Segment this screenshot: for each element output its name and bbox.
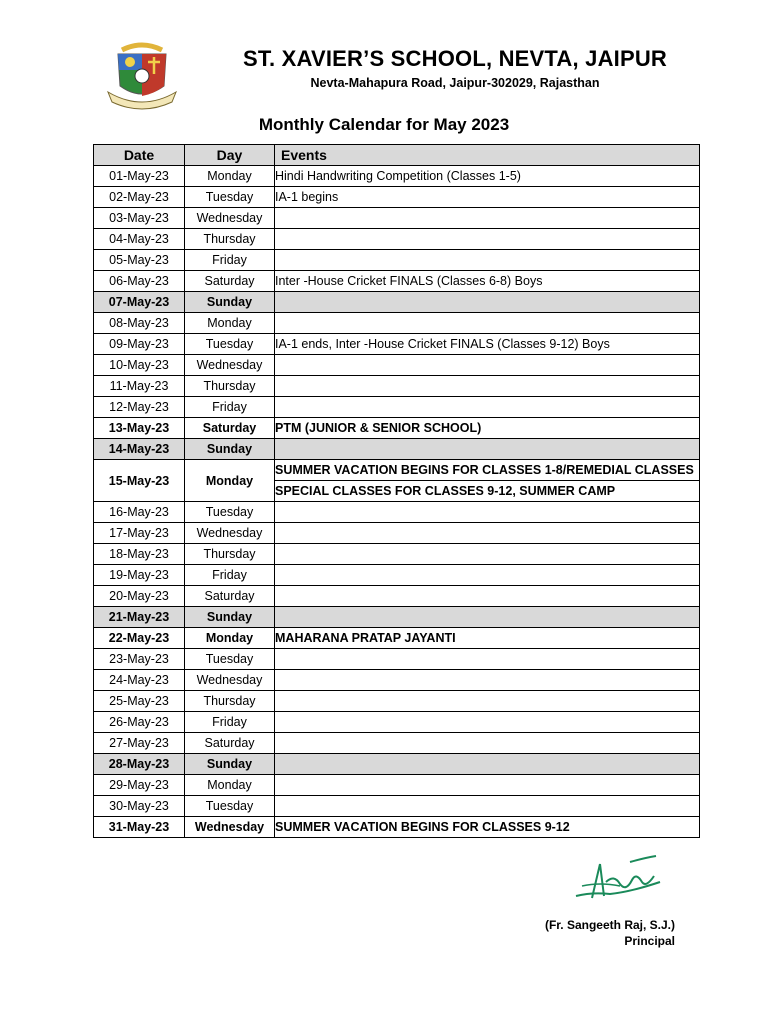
date-cell: 29-May-23 [94,775,185,796]
date-cell: 15-May-23 [94,460,185,502]
table-row [94,565,700,586]
day-cell: Monday [185,628,275,649]
column-header-day: Day [185,145,275,166]
event-cell [275,523,700,544]
event-cell [275,313,700,334]
table-row-sunday [94,754,700,775]
school-address: Nevta-Mahapura Road, Jaipur-302029, Rajasthan [310,76,600,90]
date-cell: 14-May-23 [94,439,185,460]
date-cell: 18-May-23 [94,544,185,565]
date-cell: 23-May-23 [94,649,185,670]
date-cell: 24-May-23 [94,670,185,691]
table-row [94,376,700,397]
table-row [94,313,700,334]
date-cell: 16-May-23 [94,502,185,523]
day-cell: Sunday [185,292,275,313]
handwritten-signature-icon [570,852,666,906]
event-cell [275,733,700,754]
date-cell: 11-May-23 [94,376,185,397]
date-cell: 02-May-23 [94,187,185,208]
table-row [94,208,700,229]
table-row-sunday [94,439,700,460]
table-row [94,733,700,754]
event-cell [275,775,700,796]
event-cell [275,397,700,418]
event-cell [275,208,700,229]
day-cell: Monday [185,166,275,187]
date-cell: 20-May-23 [94,586,185,607]
event-cell: IA-1 begins [275,187,700,208]
event-cell: SUMMER VACATION BEGINS FOR CLASSES 1-8/REMEDIAL CLASSES [275,460,700,481]
event-cell: SUMMER VACATION BEGINS FOR CLASSES 9-12 [275,817,700,838]
date-cell: 10-May-23 [94,355,185,376]
date-cell: 05-May-23 [94,250,185,271]
school-name: ST. XAVIER’S SCHOOL, NEVTA, JAIPUR [242,46,668,71]
date-cell: 13-May-23 [94,418,185,439]
date-cell: 12-May-23 [94,397,185,418]
date-cell: 22-May-23 [94,628,185,649]
table-row [94,796,700,817]
event-cell: MAHARANA PRATAP JAYANTI [275,628,700,649]
day-cell: Sunday [185,607,275,628]
day-cell: Wednesday [185,817,275,838]
day-cell: Saturday [185,586,275,607]
day-cell: Tuesday [185,187,275,208]
table-row [94,670,700,691]
event-cell [275,250,700,271]
event-cell [275,712,700,733]
table-row [94,271,700,292]
date-cell: 27-May-23 [94,733,185,754]
date-cell: 06-May-23 [94,271,185,292]
table-row [94,712,700,733]
table-row [94,817,700,838]
table-row [94,250,700,271]
table-row [94,397,700,418]
day-cell: Saturday [185,733,275,754]
day-cell: Wednesday [185,523,275,544]
day-cell: Friday [185,397,275,418]
event-cell [275,670,700,691]
date-cell: 26-May-23 [94,712,185,733]
day-cell: Wednesday [185,208,275,229]
day-cell: Tuesday [185,649,275,670]
date-cell: 09-May-23 [94,334,185,355]
column-header-events: Events [275,145,700,166]
event-cell [275,292,700,313]
event-cell [275,502,700,523]
event-cell [275,376,700,397]
event-cell [275,754,700,775]
table-row [94,649,700,670]
date-cell: 17-May-23 [94,523,185,544]
day-cell: Friday [185,712,275,733]
day-cell: Tuesday [185,796,275,817]
date-cell: 30-May-23 [94,796,185,817]
date-cell: 04-May-23 [94,229,185,250]
table-row-sunday [94,292,700,313]
day-cell: Sunday [185,439,275,460]
event-cell: IA-1 ends, Inter -House Cricket FINALS (Classes 9-12) Boys [275,334,700,355]
event-cell [275,439,700,460]
table-row [94,166,700,187]
day-cell: Tuesday [185,502,275,523]
table-row [94,418,700,439]
calendar-title: Monthly Calendar for May 2023 [258,115,510,134]
table-row [94,502,700,523]
event-cell: SPECIAL CLASSES FOR CLASSES 9-12, SUMMER CAMP [275,481,700,502]
event-cell [275,355,700,376]
date-cell: 08-May-23 [94,313,185,334]
table-row [94,586,700,607]
day-cell: Saturday [185,271,275,292]
table-row [94,334,700,355]
event-cell [275,229,700,250]
event-cell [275,649,700,670]
day-cell: Monday [185,460,275,502]
date-cell: 28-May-23 [94,754,185,775]
table-row [94,691,700,712]
day-cell: Saturday [185,418,275,439]
day-cell: Wednesday [185,355,275,376]
table-row [94,229,700,250]
event-cell: Inter -House Cricket FINALS (Classes 6-8) Boys [275,271,700,292]
event-cell [275,691,700,712]
table-row [94,460,700,481]
day-cell: Tuesday [185,334,275,355]
date-cell: 25-May-23 [94,691,185,712]
event-cell: Hindi Handwriting Competition (Classes 1-5) [275,166,700,187]
event-cell [275,586,700,607]
table-row [94,544,700,565]
day-cell: Thursday [185,691,275,712]
table-row [94,523,700,544]
table-row [94,775,700,796]
date-cell: 31-May-23 [94,817,185,838]
date-cell: 01-May-23 [94,166,185,187]
date-cell: 19-May-23 [94,565,185,586]
event-cell [275,544,700,565]
day-cell: Wednesday [185,670,275,691]
event-cell [275,796,700,817]
day-cell: Friday [185,565,275,586]
date-cell: 07-May-23 [94,292,185,313]
day-cell: Monday [185,313,275,334]
table-row-sunday [94,607,700,628]
day-cell: Monday [185,775,275,796]
day-cell: Thursday [185,544,275,565]
date-cell: 21-May-23 [94,607,185,628]
column-header-date: Date [94,145,185,166]
table-header-row [94,145,700,166]
event-cell [275,565,700,586]
day-cell: Sunday [185,754,275,775]
calendar-table [93,144,700,838]
table-row [94,628,700,649]
day-cell: Thursday [185,376,275,397]
table-row [94,187,700,208]
day-cell: Thursday [185,229,275,250]
day-cell: Friday [185,250,275,271]
table-row [94,355,700,376]
event-cell: PTM (JUNIOR & SENIOR SCHOOL) [275,418,700,439]
signatory-designation: Principal [624,934,675,948]
school-crest-icon [104,40,180,110]
event-cell [275,607,700,628]
date-cell: 03-May-23 [94,208,185,229]
signatory-name: (Fr. Sangeeth Raj, S.J.) [544,918,675,932]
